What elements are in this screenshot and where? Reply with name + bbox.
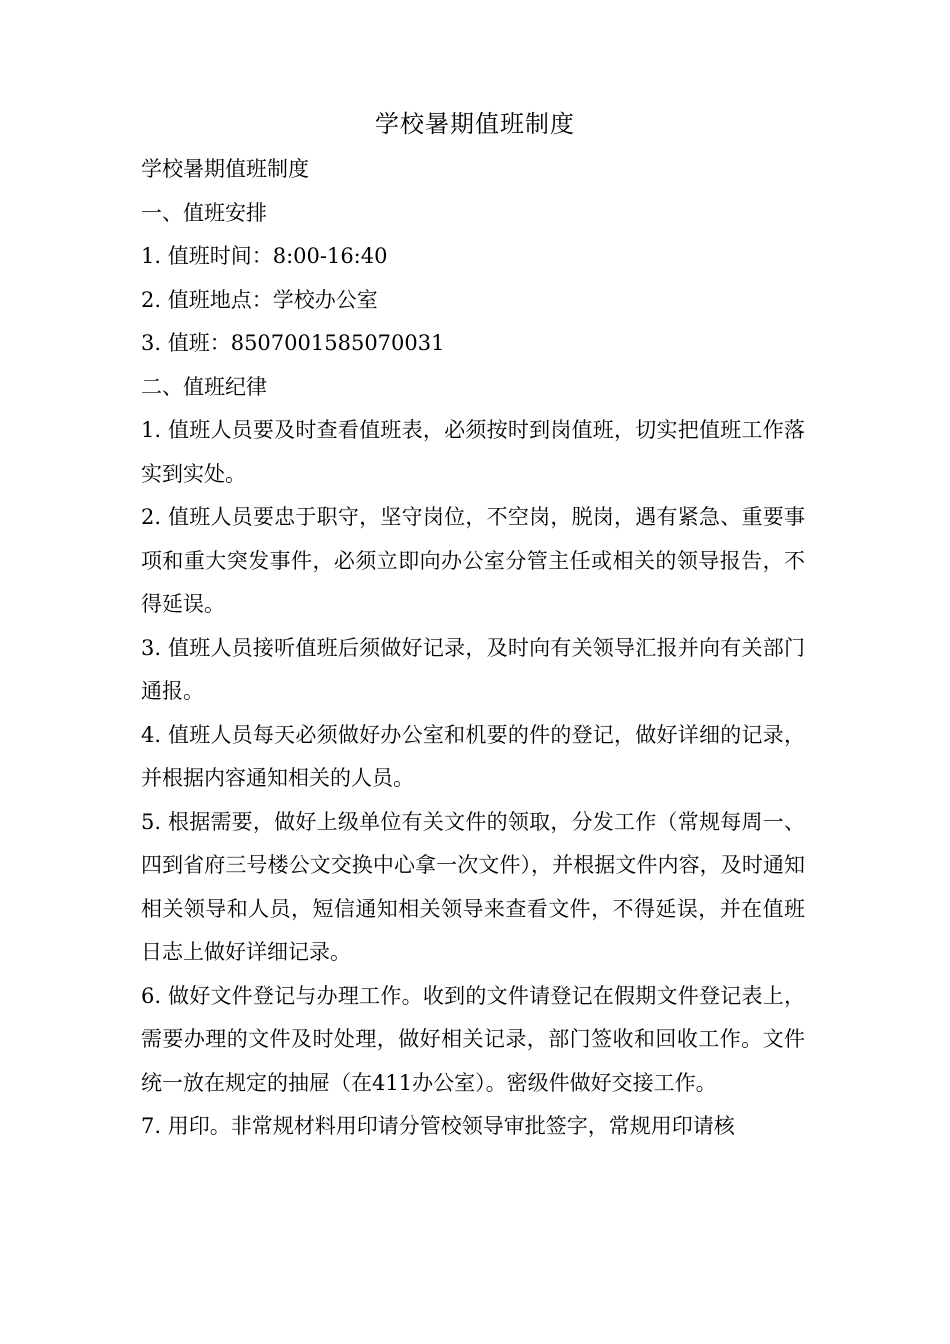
paragraph-rule-6: 6. 做好文件登记与办理工作。收到的文件请登记在假期文件登记表上，需要办理的文件及时处理，做好相关记录，部门签收和回收工作。文件统一放在规定的抽屉（在411办公室）。密级件做好交接工作。 [141,983,805,1095]
paragraph-duty-location: 2. 值班地点：学校办公室 [141,287,378,312]
section-heading-schedule: 一、值班安排 [141,200,267,225]
paragraph-rule-5: 5. 根据需要，做好上级单位有关文件的领取，分发工作（常规每周一、四到省府三号楼公文交换中心拿一次文件），并根据文件内容，及时通知相关领导和人员，短信通知相关领导来查看文件，不得延误，并在值班日志上做好详细记录。 [141,809,805,964]
paragraph-rule-7: 7. 用印。非常规材料用印请分管校领导审批签字，常规用印请核 [141,1114,735,1138]
paragraph-rule-2: 2. 值班人员要忠于职守，坚守岗位，不空岗，脱岗，遇有紧急、重要事项和重大突发事件，必须立即向办公室分管主任或相关的领导报告，不得延误。 [141,505,805,616]
paragraph-duty-time: 1. 值班时间：8:00-16:40 [141,244,388,268]
paragraph-rule-4: 4. 值班人员每天必须做好办公室和机要的件的登记，做好详细的记录，并根据内容通知相关的人员。 [141,722,805,790]
document-body [141,148,805,1149]
paragraph-rule-1: 1. 值班人员要及时查看值班表，必须按时到岗值班，切实把值班工作落实到实处。 [141,418,805,486]
document-title: 学校暑期值班制度 [375,110,575,138]
paragraph-heading: 学校暑期值班制度 [141,157,309,181]
section-heading-discipline: 二、值班纪律 [141,374,267,399]
paragraph-rule-3: 3. 值班人员接听值班后须做好记录，及时向有关领导汇报并向有关部门通报。 [141,635,805,703]
paragraph-duty-phone: 3. 值班：8507001585070031 [141,331,445,355]
